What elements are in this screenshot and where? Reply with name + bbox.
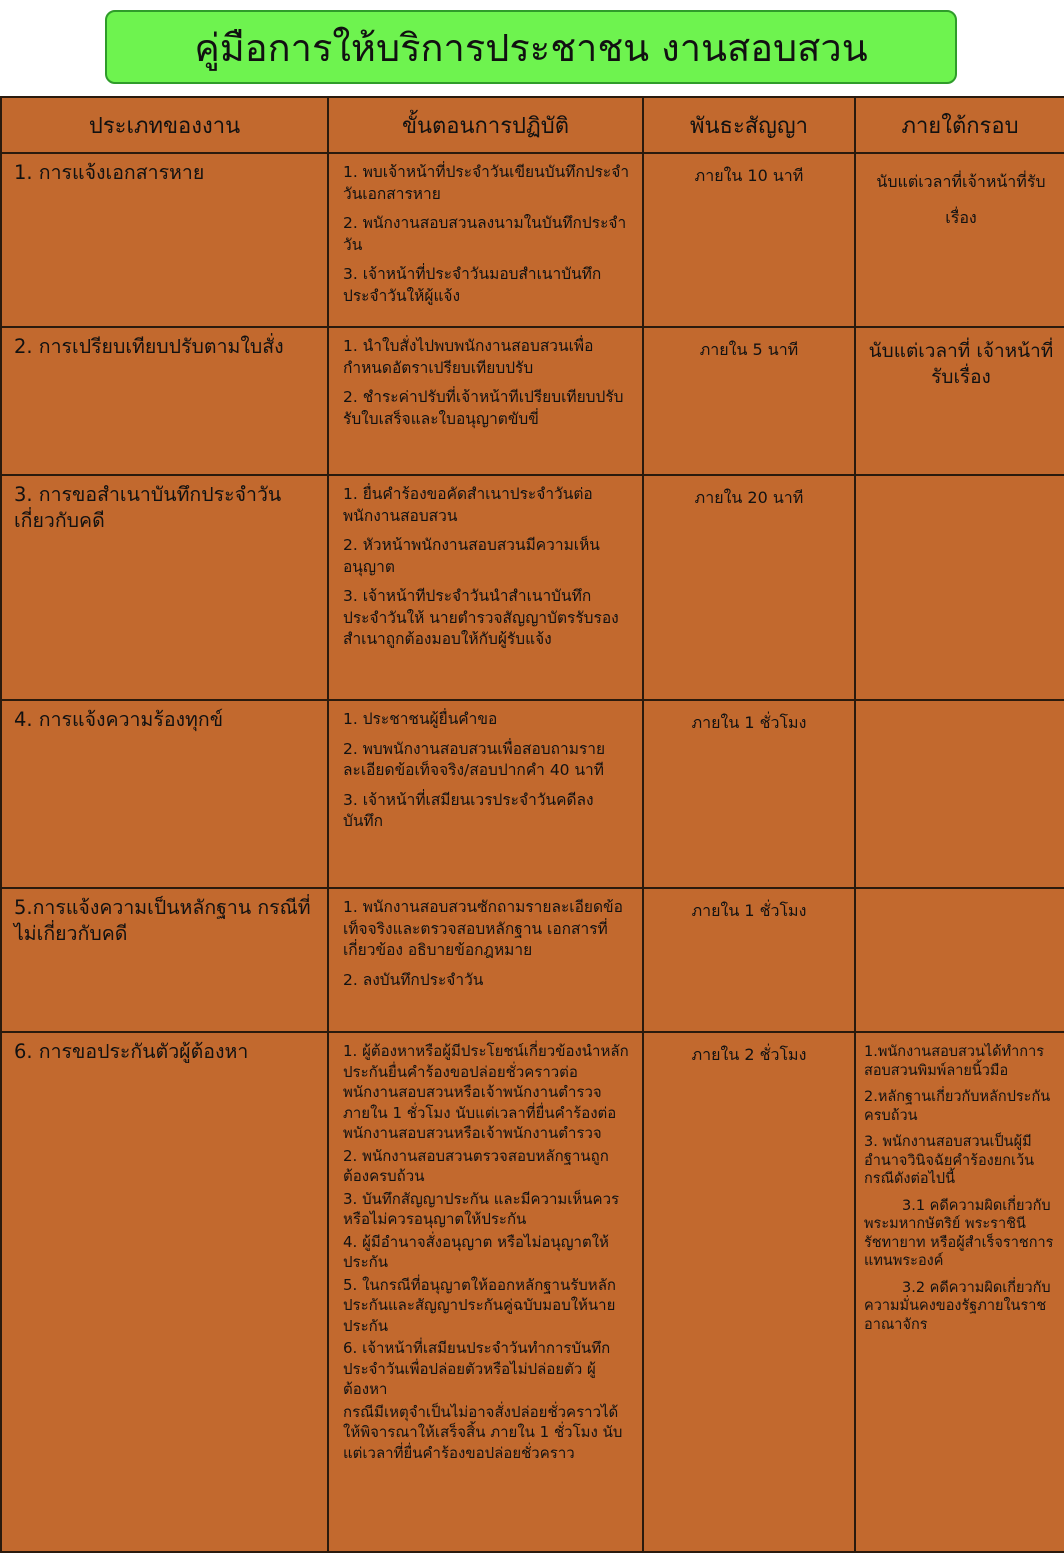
table-row <box>1 700 1064 888</box>
header-promise: พันธะสัญญา <box>643 97 855 153</box>
row-steps <box>328 1032 643 1552</box>
row-promise: ภายใน 20 นาที <box>643 475 855 700</box>
header-row <box>1 97 1064 153</box>
frame-item: 2.หลักฐานเกี่ยวกับหลักประกันครบถ้วน <box>864 1089 1051 1124</box>
step-item: 2. หัวหน้าพนักงานสอบสวนมีความเห็นอนุญาต <box>343 536 600 576</box>
step-item: 2. ชำระค่าปรับที่เจ้าหน้าทีเปรียบเทียบปรับ รับใบเสร็จและใบอนุญาตขับขี่ <box>343 388 624 428</box>
step-item: 4. ผู้มีอำนาจสั่งอนุญาต หรือไม่อนุญาตให้ประกัน <box>343 1232 609 1271</box>
frame-item: 1.พนักงานสอบสวนได้ทำการสอบสวนพิมพ์ลายนิ้วมือ <box>864 1044 1045 1079</box>
step-item: 1. พนักงานสอบสวนซักถามรายละเอียดข้อเท็จจริงและตรวจสอบหลักฐาน เอกสารที่ เกี่ยวข้อง อธิบายข้อกฎหมาย <box>343 898 623 959</box>
table-row <box>1 153 1064 327</box>
step-item: 1. ยื่นคำร้องขอคัดสำเนาประจำวันต่อพนักงานสอบสวน <box>343 485 593 525</box>
step-item: 1. พบเจ้าหน้าที่ประจำวันเขียนบันทึกประจำวันเอกสารหาย <box>343 163 630 203</box>
row-type: 4. การแจ้งความร้องทุกข์ <box>1 700 328 888</box>
row-promise: ภายใน 1 ชั่วโมง <box>643 700 855 888</box>
row-promise: ภายใน 1 ชั่วโมง <box>643 888 855 1032</box>
frame-item: นับแต่เวลาที่เจ้าหน้าที่รับเรื่อง <box>876 172 1046 227</box>
header-steps: ขั้นตอนการปฏิบัติ <box>328 97 643 153</box>
row-steps <box>328 475 643 700</box>
step-item: 1. ประชาชนผู้ยื่นคำขอ <box>343 710 498 728</box>
row-promise: ภายใน 2 ชั่วโมง <box>643 1032 855 1552</box>
step-item: 3. เจ้าหน้าที่เสมียนเวรประจำวันคดีลงบันทึก <box>343 790 594 830</box>
row-promise: ภายใน 10 นาที <box>643 153 855 327</box>
step-item: 6. เจ้าหน้าที่เสมียนประจำวันทำการบันทึกประจำวันเพื่อปล่อยตัวหรือไม่ปล่อยตัว ผู้ต้องหา <box>343 1339 611 1398</box>
title-banner <box>105 10 957 84</box>
row-frame <box>855 1032 1064 1552</box>
row-frame <box>855 327 1064 475</box>
row-steps <box>328 888 643 1032</box>
table-row <box>1 327 1064 475</box>
row-type: 1. การแจ้งเอกสารหาย <box>1 153 328 327</box>
row-steps <box>328 700 643 888</box>
step-item: 3. บันทึกสัญญาประกัน และมีความเห็นควรหรือไม่ควรอนุญาตให้ประกัน <box>343 1189 620 1228</box>
row-frame <box>855 153 1064 327</box>
row-type: 3. การขอสำเนาบันทึกประจำวันเกี่ยวกับคดี <box>1 475 328 700</box>
table-row <box>1 475 1064 700</box>
step-item: กรณีมีเหตุจำเป็นไม่อาจสั่งปล่อยชั่วคราวได้ให้พิจารณาให้เสร็จสิ้น ภายใน 1 ชั่วโมง นับแต่เวลาที่ยื่นคำร้องขอปล่อยชั่วคราว <box>343 1402 623 1462</box>
row-type: 5.การแจ้งความเป็นหลักฐาน กรณีที่ไม่เกี่ยวกับคดี <box>1 888 328 1032</box>
frame-item: 3. พนักงานสอบสวนเป็นผู้มีอำนาจวินิจฉัยคำร้องยกเว้นกรณีดังต่อไปนี้ <box>864 1134 1035 1187</box>
row-frame <box>855 475 1064 700</box>
frame-item: 3.2 คดีความผิดเกี่ยวกับความมั่นคงของรัฐภายในราชอาณาจักร <box>864 1279 1051 1333</box>
row-promise: ภายใน 5 นาที <box>643 327 855 475</box>
step-item: 5. ในกรณีที่อนุญาตให้ออกหลักฐานรับหลักประกันและสัญญาประกันคู่ฉบับมอบให้นายประกัน <box>343 1275 616 1335</box>
frame-item: นับแต่เวลาที่ เจ้าหน้าที่รับเรื่อง <box>868 340 1054 388</box>
table-row <box>1 888 1064 1032</box>
frame-item: 3.1 คดีความผิดเกี่ยวกับพระมหากษัตริย์ พระราชินี รัชทายาท หรือผู้สำเร็จราชการแทนพระองค์ <box>864 1197 1054 1269</box>
page-title: คู่มือการให้บริการประชาชน งานสอบสวน <box>194 25 868 70</box>
step-item: 2. พบพนักงานสอบสวนเพื่อสอบถามรายละเอียดข้อเท็จจริง/สอบปากคำ 40 นาที <box>343 739 606 779</box>
step-item: 3. เจ้าหน้าทีประจำวันนำสำเนาบันทึกประจำวันให้ นายตำรวจสัญญาบัตรรับรองสำเนาถูกต้องมอบให้กับผู้รับแจ้ง <box>343 587 619 648</box>
row-frame <box>855 888 1064 1032</box>
step-item: 2. ลงบันทึกประจำวัน <box>343 970 484 989</box>
row-type: 2. การเปรียบเทียบปรับตามใบสั่ง <box>1 327 328 475</box>
header-type: ประเภทของงาน <box>1 97 328 153</box>
service-table <box>0 96 1064 1553</box>
step-item: 1. นำใบสั่งไปพบพนักงานสอบสวนเพื่อกำหนดอัตราเปรียบเทียบปรับ <box>343 337 594 377</box>
row-steps <box>328 327 643 475</box>
header-frame: ภายใต้กรอบ <box>855 97 1064 153</box>
step-item: 3. เจ้าหน้าที่ประจำวันมอบสำเนาบันทึกประจำวันให้ผู้แจ้ง <box>343 265 602 305</box>
step-item: 1. ผู้ต้องหาหรือผู้มีประโยชน์เกี่ยวข้องนำหลักประกันยื่นคำร้องขอปล่อยชั่วคราวต่อพนักงานสอบสวนหรือเจ้าพนักงานตำรวจ ภายใน 1 ชั่วโมง นับแต่เวลาที่ยื่นคำร้องต่อ พนักงานสอบสวนหรือเจ้าพนักงานตำรวจ <box>343 1042 629 1142</box>
row-frame <box>855 700 1064 888</box>
row-type: 6. การขอประกันตัวผู้ต้องหา <box>1 1032 328 1552</box>
step-item: 2. พนักงานสอบสวนลงนามในบันทึกประจำวัน <box>343 214 627 254</box>
step-item: 2. พนักงานสอบสวนตรวจสอบหลักฐานถูกต้องครบถ้วน <box>343 1146 609 1185</box>
table-row <box>1 1032 1064 1552</box>
row-steps <box>328 153 643 327</box>
